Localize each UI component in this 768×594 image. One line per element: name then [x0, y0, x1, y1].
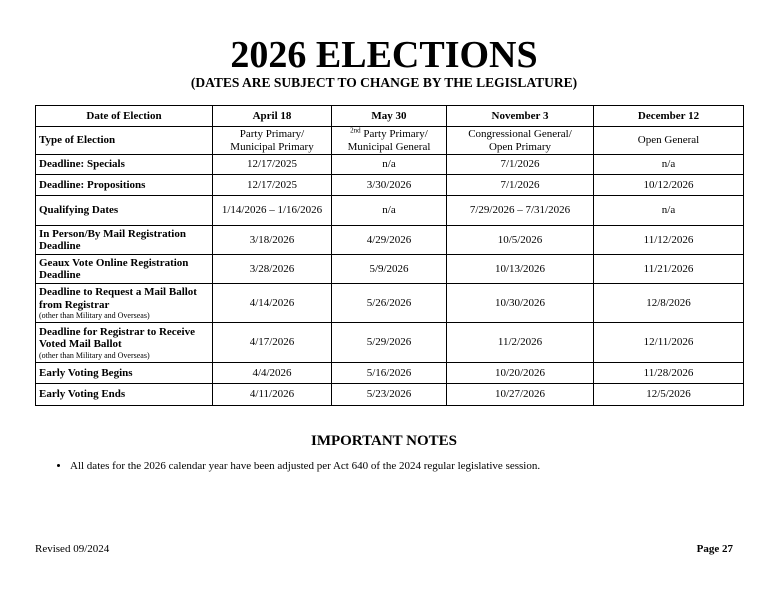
row-label [36, 196, 213, 226]
date-cell-november-3: 7/29/2026 – 7/31/2026 [447, 196, 594, 226]
date-cell-november-3: 10/30/2026 [447, 284, 594, 323]
column-header-april-18: April 18 [213, 106, 332, 127]
type-line-1: Party Primary/ [239, 128, 305, 140]
type-line-1-text: Party Primary/ [360, 128, 428, 140]
type-cell-december-12 [594, 127, 744, 155]
date-cell-november-3: 10/27/2026 [447, 384, 594, 406]
notes-title: IMPORTANT NOTES [310, 433, 458, 449]
date-cell-may-30: 5/26/2026 [332, 284, 447, 323]
row-label-text: Deadline to Request a Mail Ballot from Registrar [39, 286, 197, 311]
row-label-text: Early Voting Ends [39, 388, 126, 401]
ordinal-sup: 2nd [350, 126, 361, 135]
table-row [36, 384, 744, 406]
row-label-note: (other than Military and Overseas) [39, 350, 150, 360]
date-cell-november-3: 7/1/2026 [447, 155, 594, 175]
table-row [36, 175, 744, 196]
revised-date: Revised 09/2024 [35, 543, 110, 555]
date-cell-december-12: 10/12/2026 [594, 175, 744, 196]
table-row [36, 155, 744, 175]
type-line-1: Open General [637, 134, 700, 147]
row-label [36, 323, 213, 363]
row-label [36, 384, 213, 406]
row-label-text: In Person/By Mail Registration Deadline [39, 227, 186, 252]
column-header-december-12: December 12 [594, 106, 744, 127]
note-item: • All dates for the 2026 calendar year have been adjusted per Act 640 of the 2024 regular legislative session. [70, 459, 760, 473]
date-cell-april-18: 4/4/2026 [213, 363, 332, 384]
date-cell-november-3: 11/2/2026 [447, 323, 594, 363]
elections-table [35, 105, 744, 406]
date-cell-april-18: 4/14/2026 [213, 284, 332, 323]
header-row [36, 106, 744, 127]
page-subtitle: (DATES ARE SUBJECT TO CHANGE BY THE LEGISLATURE) [190, 75, 578, 90]
type-cell-november-3 [447, 127, 594, 155]
date-cell-april-18: 1/14/2026 – 1/16/2026 [213, 196, 332, 226]
date-cell-april-18: 4/11/2026 [213, 384, 332, 406]
row-label [36, 284, 213, 323]
date-cell-november-3: 10/5/2026 [447, 226, 594, 255]
date-cell-november-3: 10/20/2026 [447, 363, 594, 384]
type-cell-april-18 [213, 127, 332, 155]
type-line-2: Municipal General [347, 140, 431, 153]
table-row-type-of-election [36, 127, 744, 155]
date-cell-may-30: 5/29/2026 [332, 323, 447, 363]
row-label-text: Geaux Vote Online Registration Deadline [39, 256, 189, 281]
type-line-1: Congressional General/ [468, 128, 572, 140]
row-label-text: Deadline for Registrar to Receive Voted Mail Ballot [39, 325, 195, 350]
date-cell-may-30: 4/29/2026 [332, 226, 447, 255]
date-cell-april-18: 3/28/2026 [213, 255, 332, 284]
table-row [36, 323, 744, 363]
row-label-note: (other than Military and Overseas) [39, 311, 150, 320]
date-cell-december-12: n/a [594, 155, 744, 175]
row-label: Type of Election [36, 127, 213, 155]
notes-list [52, 459, 760, 473]
date-cell-april-18: 12/17/2025 [213, 175, 332, 196]
date-cell-december-12: 12/8/2026 [594, 284, 744, 323]
date-cell-december-12: 11/21/2026 [594, 255, 744, 284]
row-label [36, 226, 213, 255]
date-cell-december-12: 12/5/2026 [594, 384, 744, 406]
type-cell-may-30 [332, 127, 447, 155]
date-cell-april-18: 3/18/2026 [213, 226, 332, 255]
row-label-text: Qualifying Dates [39, 204, 119, 217]
date-cell-december-12: 11/28/2026 [594, 363, 744, 384]
table-row [36, 284, 744, 323]
date-cell-may-30: 5/23/2026 [332, 384, 447, 406]
type-line-2: Open Primary [488, 140, 551, 153]
date-cell-december-12: n/a [594, 196, 744, 226]
date-cell-april-18: 12/17/2025 [213, 155, 332, 175]
table-row [36, 196, 744, 226]
date-cell-april-18: 4/17/2026 [213, 323, 332, 363]
type-line-2: Municipal Primary [230, 140, 314, 153]
page-title: 2026 ELECTIONS [230, 34, 538, 76]
date-cell-november-3: 7/1/2026 [447, 175, 594, 196]
type-line-1 [335, 128, 443, 141]
row-label-text: Early Voting Begins [39, 366, 133, 379]
page-number: Page 27 [696, 543, 733, 555]
row-label [36, 255, 213, 284]
row-label [36, 363, 213, 384]
table-row [36, 226, 744, 255]
table-row [36, 363, 744, 384]
date-cell-may-30: 5/16/2026 [332, 363, 447, 384]
date-cell-may-30: n/a [332, 196, 447, 226]
corner-header: Date of Election [36, 106, 213, 127]
column-header-november-3: November 3 [447, 106, 594, 127]
column-header-may-30: May 30 [332, 106, 447, 127]
table-row [36, 255, 744, 284]
date-cell-may-30: 5/9/2026 [332, 255, 447, 284]
row-label [36, 175, 213, 196]
date-cell-may-30: n/a [332, 155, 447, 175]
date-cell-november-3: 10/13/2026 [447, 255, 594, 284]
row-label-text: Deadline: Specials [39, 158, 125, 171]
row-label-text: Deadline: Propositions [39, 178, 146, 191]
date-cell-december-12: 12/11/2026 [594, 323, 744, 363]
date-cell-december-12: 11/12/2026 [594, 226, 744, 255]
row-label [36, 155, 213, 175]
date-cell-may-30: 3/30/2026 [332, 175, 447, 196]
